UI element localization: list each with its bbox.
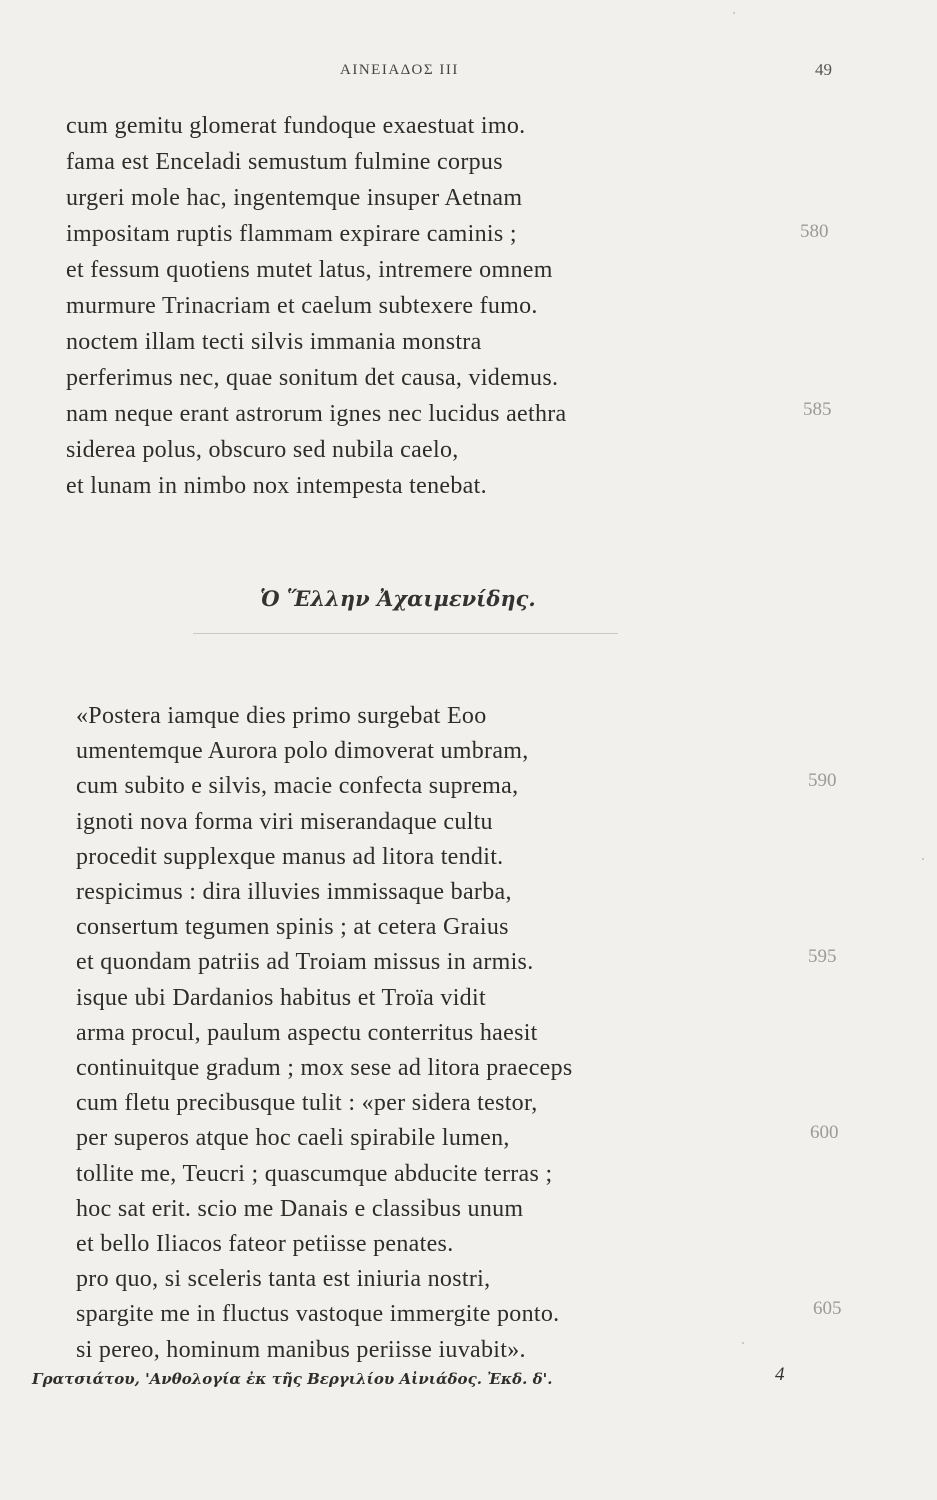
verse-line: respicimus : dira illuvies immissaque barba, [76, 879, 512, 905]
verse-line: perferimus nec, quae sonitum det causa, videmus. [66, 365, 559, 391]
verse-line: continuitque gradum ; mox sese ad litora praeceps [76, 1055, 573, 1081]
verse-line: murmure Trinacriam et caelum subtexere fumo. [66, 293, 538, 319]
verse-line: et bello Iliacos fateor petiisse penates. [76, 1231, 454, 1257]
line-number: 585 [803, 399, 832, 420]
verse-line: et fessum quotiens mutet latus, intremere omnem [66, 257, 553, 283]
verse-line: arma procul, paulum aspectu conterritus haesit [76, 1020, 538, 1046]
verse-line: «Postera iamque dies primo surgebat Eoo [76, 703, 487, 729]
verse-line: pro quo, si sceleris tanta est iniuria nostri, [76, 1266, 491, 1292]
line-number: 600 [810, 1122, 839, 1143]
section-title: Ὁ Ἕλλην Ἀχαιμενίδης. [260, 586, 536, 611]
verse-line: fama est Enceladi semustum fulmine corpus [66, 149, 503, 175]
verse-line: consertum tegumen spinis ; at cetera Graius [76, 914, 509, 940]
paper-speck [922, 858, 924, 860]
verse-line: cum gemitu glomerat fundoque exaestuat imo. [66, 113, 526, 139]
verse-line: siderea polus, obscuro sed nubila caelo, [66, 437, 459, 463]
verse-line: per superos atque hoc caeli spirabile lumen, [76, 1125, 510, 1151]
verse-line: nam neque erant astrorum ignes nec lucidus aethra [66, 401, 567, 427]
paper-speck [742, 1342, 744, 1344]
verse-line: noctem illam tecti silvis immania monstra [66, 329, 482, 355]
line-number: 580 [800, 221, 829, 242]
verse-line: urgeri mole hac, ingentemque insuper Aetnam [66, 185, 523, 211]
verse-line: et lunam in nimbo nox intempesta tenebat. [66, 473, 487, 499]
verse-line: tollite me, Teucri ; quascumque abducite terras ; [76, 1161, 553, 1187]
verse-line: si pereo, hominum manibus periisse iuvabit». [76, 1337, 526, 1363]
verse-line: hoc sat erit. scio me Danais e classibus unum [76, 1196, 524, 1222]
paper-speck [733, 12, 735, 14]
divider [193, 633, 618, 634]
verse-line: isque ubi Dardanios habitus et Troïa vidit [76, 985, 486, 1011]
verse-line: cum fletu precibusque tulit : «per sidera testor, [76, 1090, 538, 1116]
verse-line: impositam ruptis flammam expirare caminis ; [66, 221, 517, 247]
running-title: ΑΙΝΕΙΑΔΟΣ III [340, 62, 459, 78]
line-number: 595 [808, 946, 837, 967]
running-head [0, 62, 937, 86]
footer-citation: Γρατσιάτου, 'Ανθολογία ἐκ τῆς Βεργιλίου Αἰνιάδος. Ἐκδ. δ'. [32, 1370, 553, 1388]
line-number: 590 [808, 770, 837, 791]
verse-line: umentemque Aurora polo dimoverat umbram, [76, 738, 529, 764]
verse-line: procedit supplexque manus ad litora tendit. [76, 844, 504, 870]
verse-line: cum subito e silvis, macie confecta suprema, [76, 773, 519, 799]
line-number: 605 [813, 1298, 842, 1319]
verse-line: ignoti nova forma viri miserandaque cultu [76, 809, 493, 835]
signature-mark: 4 [775, 1364, 785, 1385]
verse-line: spargite me in fluctus vastoque immergite ponto. [76, 1301, 560, 1327]
page-number: 49 [815, 60, 832, 79]
verse-line: et quondam patriis ad Troiam missus in armis. [76, 949, 534, 975]
